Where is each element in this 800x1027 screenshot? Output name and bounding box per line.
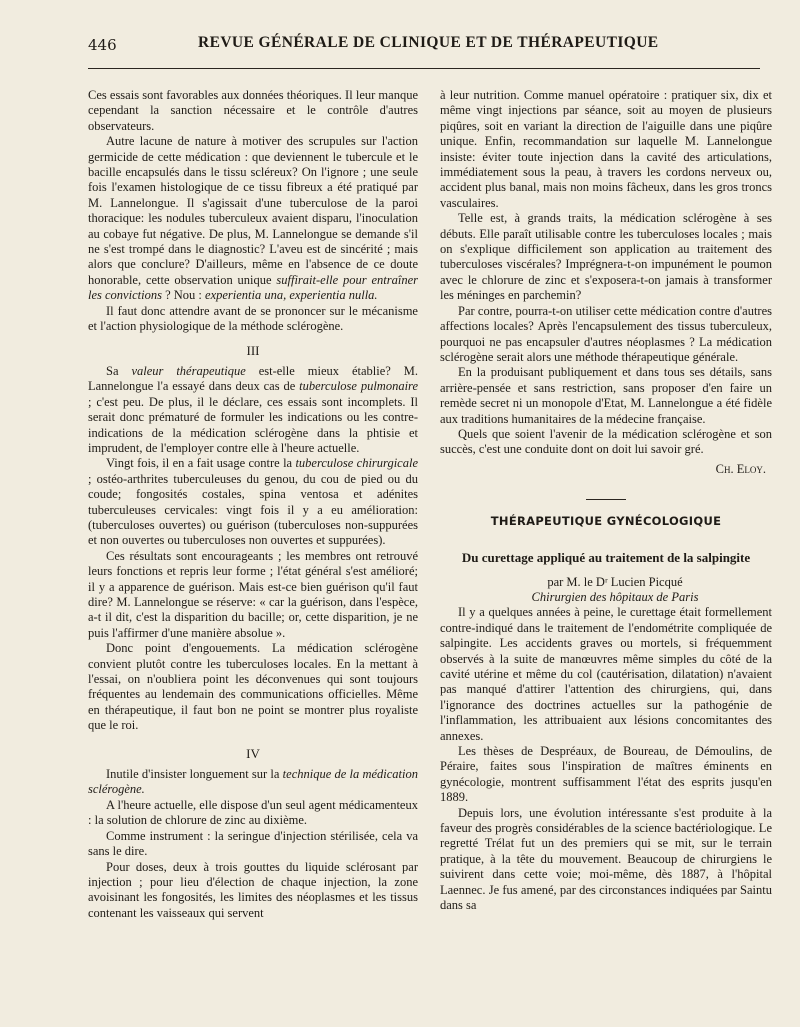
paragraph: Pour doses, deux à trois gouttes du liquide sclérosant par injection ; pour lieu d'élection de chaque injection, la zone avoisinant les fongosités, les limites des néoplasmes et les tissus contenant les vaisseaux qui servent (88, 859, 418, 920)
section-number: IV (246, 745, 260, 761)
left-column (88, 88, 418, 921)
italic-run: tuberculose chirurgicale (295, 456, 418, 471)
paragraph: à leur nutrition. Comme manuel opératoire : pratiquer six, dix et même vingt injections par séance, soit au moyen de plusieurs piqûres, soit en variant la direction de l'aiguille dans une piqûre unique. Enfin, recommandation sur laquelle M. Lannelongue insiste: éviter toute injection dans la cavité des articulations, immédiatement sous la peau, à travers les cordons nerveux ou, accident plus banal, mais non moins fâcheux, dans les gros troncs vasculaires. (440, 88, 772, 210)
header-rule (88, 68, 760, 69)
paragraph: Ces résultats sont encourageants ; les membres ont retrouvé leurs fonctions et repris leur forme ; l'état général s'est amélioré; il y a apparence de guérison. Mais est-ce bien guérison qu'il faut dire? M. Lannelongue se réserve: « car la guérison, dans l'espèce, a-t il dit, c'est la disparition du bacille; or, cette disparition, je ne puis l'affirmer d'une manière absolue ». (88, 548, 418, 640)
text-run: ; c'est peu. De plus, il le déclare, ces essais sont incomplets. Il serait donc prématuré de formuler les indications ou les contre-indications de la médication sclérogène dans la phtisie et imprudent, de l'employer contre elle à l'heure actuelle. (88, 394, 418, 455)
text-run: Vingt fois, il en a fait usage contre la (106, 456, 296, 471)
paragraph: Depuis lors, une évolution intéressante s'est produite à la faveur des progrès considérables de la science bactériologique. Le regretté Trélat fut un des premiers qui se mit, sur le terrain pratique, à la tête du mouvement. Beaucoup de chirurgiens le suivirent dans cette voie; moi-même, dès 1887, à l'hôpital Laennec. Je fus amené, par des circonstances indiquées par Saintu dans sa (440, 805, 772, 913)
section-number: III (246, 342, 260, 358)
paragraph: Quels que soient l'avenir de la médication sclérogène et son succès, c'est une conduite dont on doit lui savoir gré. (440, 426, 772, 457)
text-run: ; ostéo-arthrites tuberculeuses du genou, du cou de pied ou du coude; fongosités costales, spina ventosa et adénites tuberculeuses cervicales: vingt fois il y a eu amélioration: (tuberculoses ouvertes) ou guérison (tuberculoses non-suppurées et non ouvertes ou tuberculoses non ouvertes et suppurées). (88, 471, 418, 548)
paragraph (88, 456, 418, 548)
paragraph: A l'heure actuelle, elle dispose d'un seul agent médicamenteux : la solution de chlorure de zinc au dixième. (88, 797, 418, 828)
article-title: Du curettage appliqué au traitement de la salpingite (461, 549, 751, 565)
text-run: Inutile d'insister longuement sur la (106, 767, 283, 782)
text-run: est-elle mieux établie? M. Lannelongue l'a essayé dans deux cas de (88, 363, 418, 394)
author-signature: Ch. Eloy. (715, 461, 766, 476)
paragraph: Les thèses de Despréaux, de Boureau, de Démoulins, de Péraire, faites sous l'inspiration de maîtres éminents en gynécologie, montrent suffisamment l'état des esprits jusqu'en 1889. (440, 744, 772, 805)
byline: par M. le Dʳ Lucien Picqué (547, 574, 683, 589)
paragraph: Ces essais sont favorables aux données théoriques. Il leur manque cependant la sanction nécessaire et le contrôle d'autres observateurs. (88, 88, 418, 133)
italic-run: valeur thérapeutique (131, 363, 246, 378)
italic-run: experientia una, experientia nulla. (205, 288, 378, 303)
paragraph: Telle est, à grands traits, la médication sclérogène à ses débuts. Elle paraît utilisable contre les tuberculoses locales ; mais on s'explique difficilement son application au traitement des tuberculoses viscérales? Imprégnera-t-on impunément le poumon avec le chlorure de zinc et s'exposera-t-on jamais à transformer les méninges en parchemin? (440, 211, 772, 303)
paragraph: Donc point d'engouements. La médication sclérogène convient plutôt contre les tuberculoses locales. En la mettant à l'essai, on n'oubliera point les déconvenues qui sont toujours fréquentes au lendemain des communications officielles. Même en thérapeutique, il faut bon ne point se montrer plus royaliste que le roi. (88, 641, 418, 733)
text-run: ? Nou : (161, 288, 206, 303)
paragraph (88, 134, 418, 303)
paragraph: En la produisant publiquement et dans tous ses détails, sans arrière-pensée et sans restriction, sans proposer d'en faire un remède secret ni un monopole d'Etat, M. Lannelongue a été fidèle aux traditions humanitaires de la médecine française. (440, 365, 772, 426)
italic-run: suffirait-elle pour entraîner les convictions (88, 272, 418, 303)
paragraph: Comme instrument : la seringue d'injection stérilisée, cela va sans le dire. (88, 828, 418, 859)
paragraph: Il faut donc attendre avant de se prononcer sur le mécanisme et l'action physiologique de la méthode sclérogène. (88, 303, 418, 334)
page-header (88, 34, 748, 58)
page-number: 446 (88, 36, 117, 54)
text-run: Autre lacune de nature à motiver des scrupules sur l'action germicide de cette médication : que deviennent le tubercule et le bacille encapsulés dans le tissu scléreux? On l'ignore ; une seule fois l'examen histologique de ce tissu fibreux a été pratiqué par M. Lannelongue. Il s'agissait d'une tuberculose de la paroi thoracique: les nodules tuberculeux avaient disparu, l'inoculation au cobaye fut négative. De plus, M. Lannelongue se demande s'il ne s'est trompé dans le diagnostic? L'aveu est de sincérité ; mais alors que conclure? D'ailleurs, même en l'absence de ce doute honorable, cette observation unique (88, 134, 418, 287)
paragraph: Il y a quelques années à peine, le curettage était formellement contre-indiqué dans le traitement de l'endométrite compliquée de salpingite. Les accidents graves ou mortels, si fréquemment observés à la suite de manœuvres même simples du côté de la cavité utérine et même du col (cautérisation, dilatation) n'avaient pas manqué d'attirer l'attention des chirurgiens, qui, dans l'ignorance des doctrines actuelles sur la pathogénie de l'inflammation, les attribuaient aux lésions concomitantes des annexes. (440, 605, 772, 743)
running-title: REVUE GÉNÉRALE DE CLINIQUE ET DE THÉRAPEUTIQUE (198, 34, 659, 51)
right-column (440, 88, 772, 914)
text-run: Sa (106, 363, 132, 378)
section-title: THÉRAPEUTIQUE GYNÉCOLOGIQUE (490, 514, 722, 529)
paragraph (88, 364, 418, 456)
italic-run: technique de la médication sclérogène. (88, 767, 418, 797)
italic-run: tuberculose pulmonaire (299, 379, 418, 394)
paragraph (88, 767, 418, 798)
section-divider (586, 499, 626, 500)
paragraph: Par contre, pourra-t-on utiliser cette médication contre d'autres affections locales? Après l'encapsulement des tissus tuberculeux, pourquoi ne pas encapsuler d'autres néoplasmes ? La médication sclérogène serait alors une méthode thérapeutique générale. (440, 303, 772, 364)
author-affiliation: Chirurgien des hôpitaux de Paris (531, 589, 699, 604)
